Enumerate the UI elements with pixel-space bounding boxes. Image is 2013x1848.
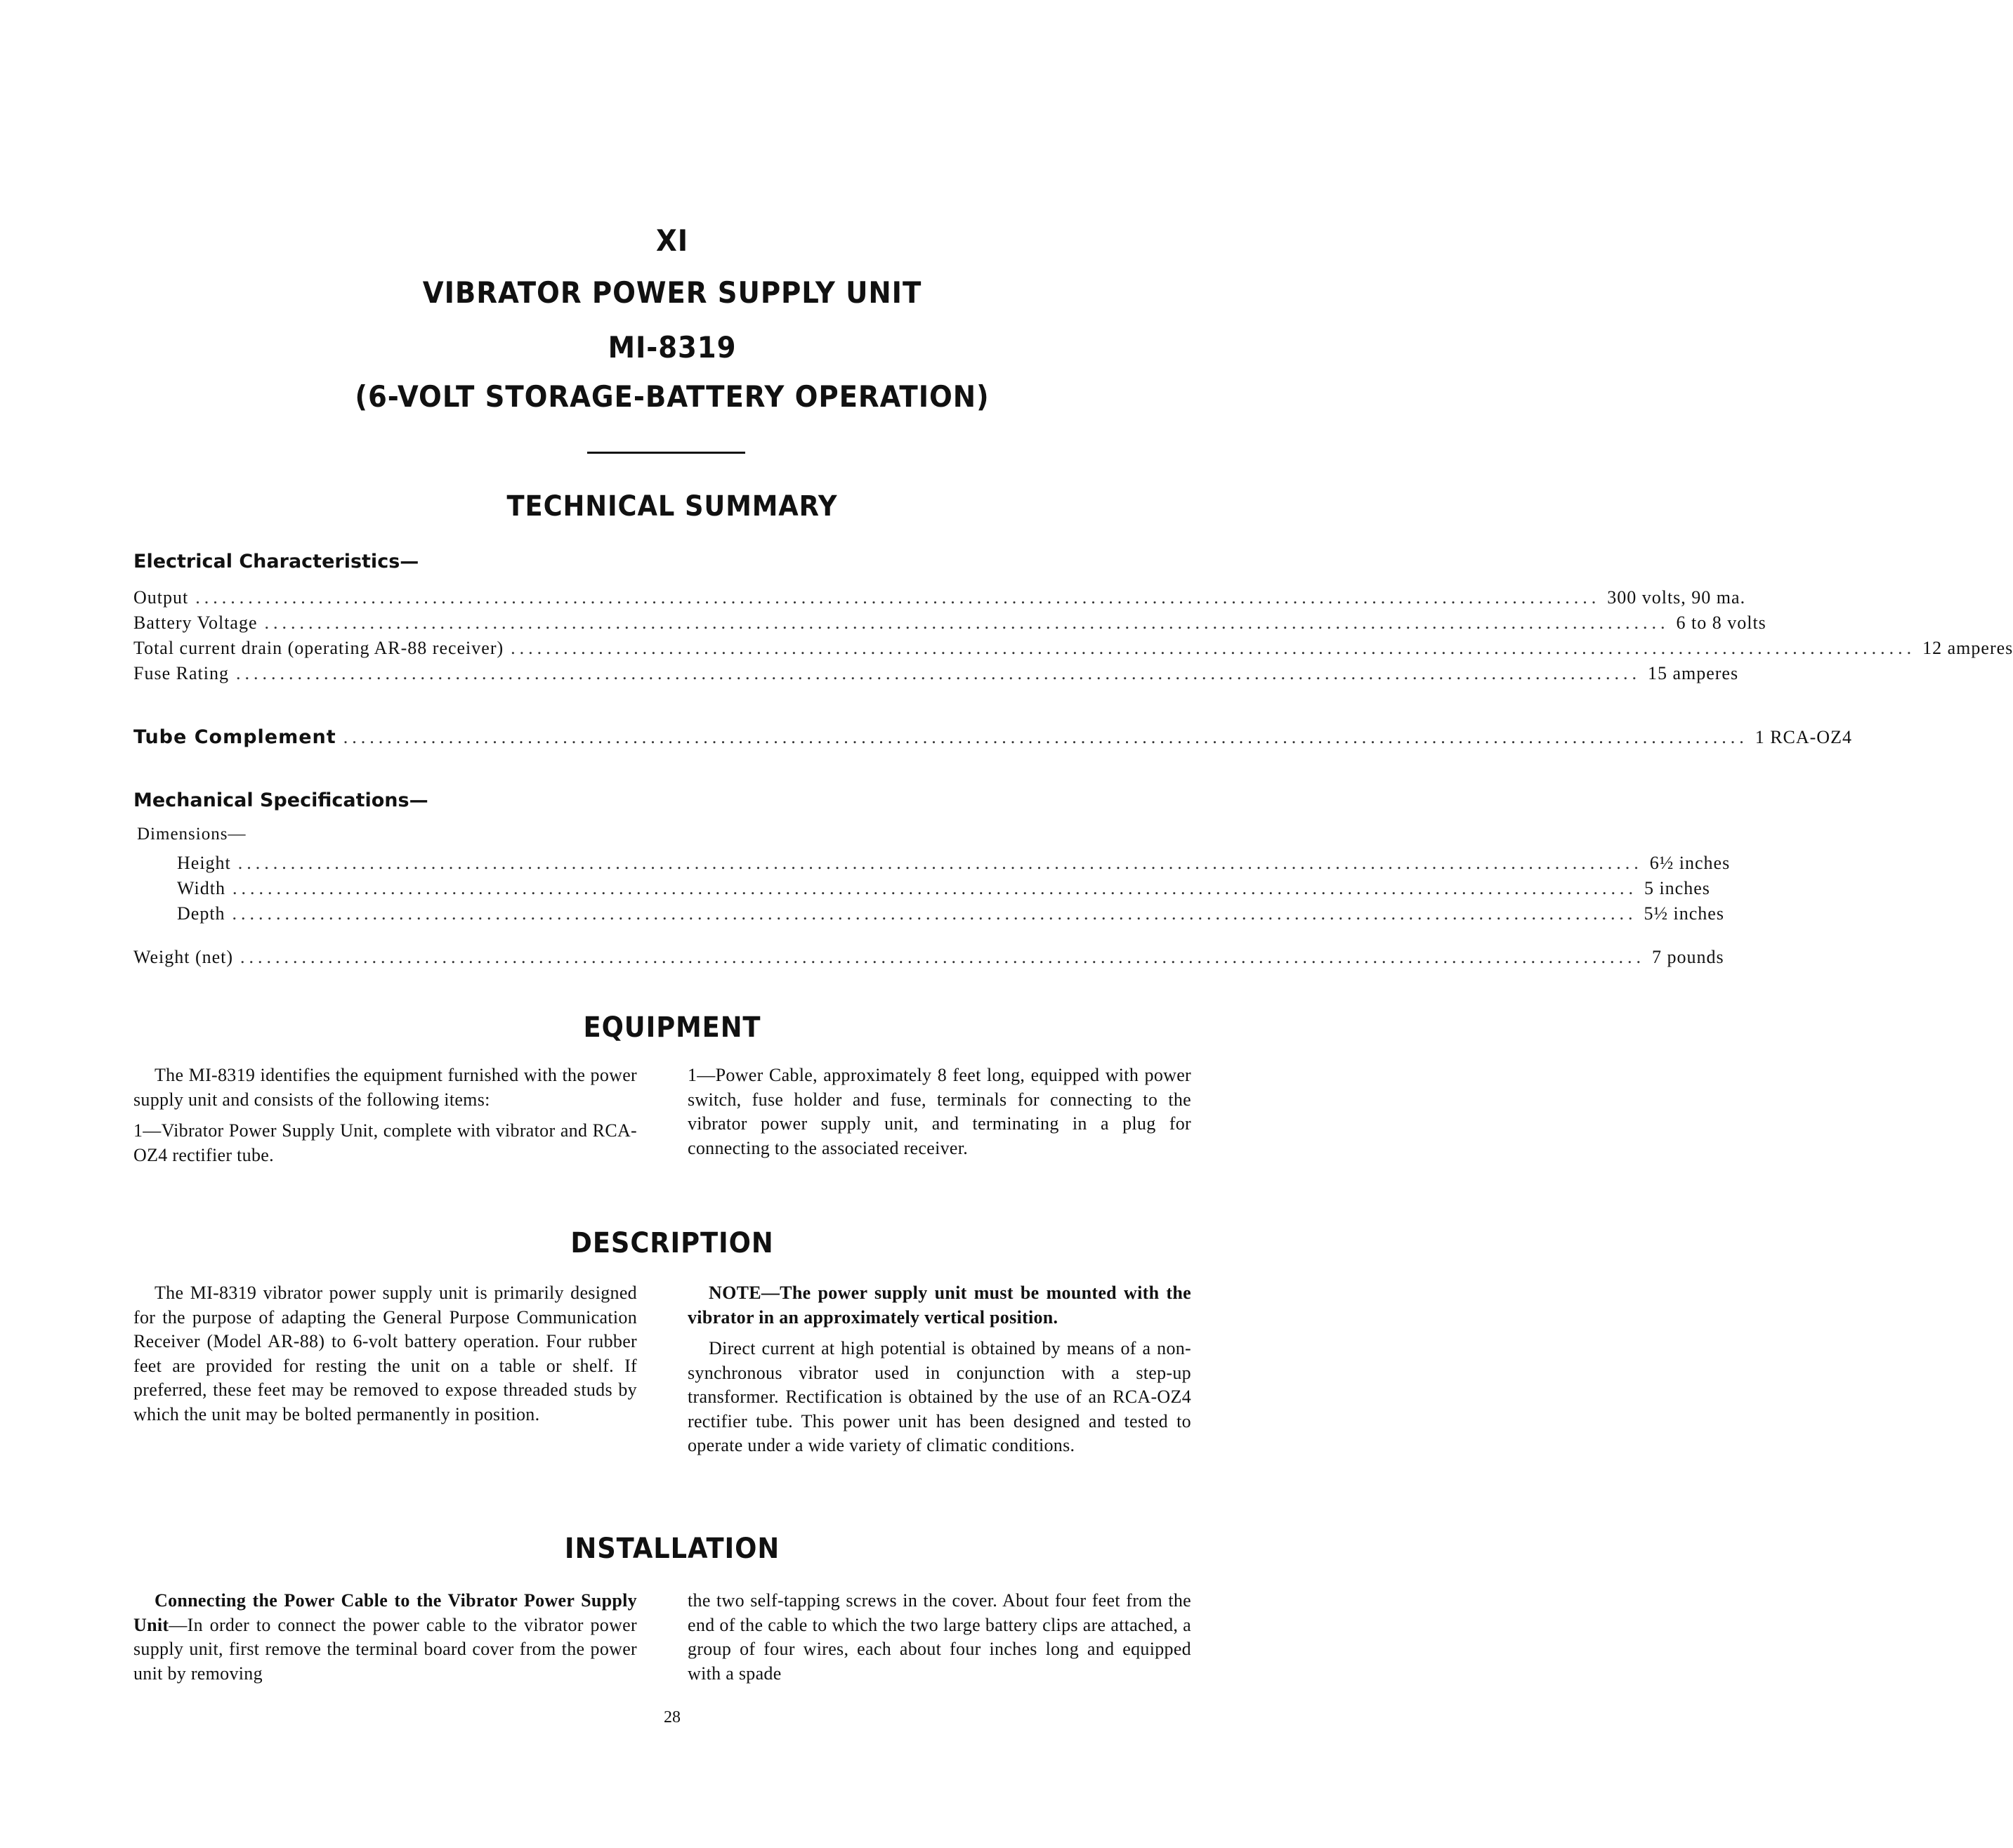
description-heading: DESCRIPTION <box>570 1227 774 1259</box>
dot-leader: ................................................................................................................................................................ <box>237 853 1643 873</box>
weight-row <box>133 947 1724 972</box>
dot-leader: ................................................................................................................................................................ <box>232 903 1637 924</box>
page-number: 28 <box>664 1708 681 1726</box>
dot-leader: ................................................................................................................................................................ <box>343 727 1748 747</box>
equipment-heading: EQUIPMENT <box>583 1011 761 1044</box>
spec-value: 15 amperes <box>1647 663 1739 683</box>
dot-leader: ................................................................................................................................................................ <box>264 612 1670 633</box>
spec-row <box>177 878 1710 903</box>
installation-paragraph: —In order to connect the power cable to the vibrator power supply unit, first remove the terminal board cover from the power unit by removing <box>133 1614 637 1684</box>
page-title: VIBRATOR POWER SUPPLY UNIT <box>422 275 922 310</box>
tube-value: 1 RCA-OZ4 <box>1755 727 1852 747</box>
chapter-number: XI <box>655 223 688 258</box>
note-paragraph: NOTE—The power supply unit must be mounted with the vibrator in an approximately vertical position. <box>688 1283 1191 1328</box>
dimensions-label: Dimensions— <box>137 825 247 844</box>
spec-label: Total current drain (operating AR-88 receiver) <box>133 638 504 658</box>
spec-label: Output <box>133 587 189 608</box>
installation-right-column <box>688 1589 1191 1693</box>
equipment-intro: The MI-8319 identifies the equipment furnished with the power supply unit and consists of the following items: <box>133 1065 637 1110</box>
dot-leader: ................................................................................................................................................................ <box>235 663 1641 683</box>
spec-label: Width <box>177 878 225 898</box>
spec-value: 6½ inches <box>1649 853 1731 873</box>
spec-row <box>133 663 1739 688</box>
spec-value: 5½ inches <box>1644 903 1724 924</box>
description-paragraph: The MI-8319 vibrator power supply unit is primarily designed for the purpose of adapting the General Purpose Communication Receiver (Model AR-88) to 6-volt battery operation. Four rubber feet are provided for resting the unit on a table or shelf. If preferred, these feet may be removed to expose threaded studs by which the unit may be bolted permanently in position. <box>133 1283 637 1424</box>
tube-complement-row <box>133 726 1852 752</box>
dot-leader: ................................................................................................................................................................ <box>240 947 1646 967</box>
spec-value: 12 amperes <box>1922 638 2013 658</box>
electrical-heading: Electrical Characteristics— <box>133 551 419 572</box>
equipment-item: 1—Power Cable, approximately 8 feet long, equipped with power switch, fuse holder and fuse, terminals for connecting to the vibrator power supply unit, and terminating in a plug for connecting to the associated receiver. <box>688 1065 1191 1158</box>
equipment-item: 1—Vibrator Power Supply Unit, complete with vibrator and RCA-OZ4 rectifier tube. <box>133 1120 637 1165</box>
weight-value: 7 pounds <box>1652 947 1724 967</box>
mechanical-heading: Mechanical Specifications— <box>133 789 428 811</box>
model-number: MI-8319 <box>608 330 737 365</box>
description-left-column <box>133 1281 637 1434</box>
installation-left-column <box>133 1589 637 1693</box>
subtitle: (6-VOLT STORAGE-BATTERY OPERATION) <box>355 379 990 414</box>
spec-row <box>133 587 1746 612</box>
spec-value: 300 volts, 90 ma. <box>1607 587 1746 608</box>
installation-paragraph: the two self-tapping screws in the cover. About four feet from the end of the cable to which the two large battery clips are attached, a group of four wires, each about four inches long and equipped with a spade <box>688 1590 1191 1684</box>
spec-label: Battery Voltage <box>133 612 258 633</box>
electrical-table <box>133 587 2013 688</box>
equipment-left-column <box>133 1063 637 1174</box>
tube-label: Tube Complement <box>133 726 336 748</box>
weight-label: Weight (net) <box>133 947 234 967</box>
dot-leader: ................................................................................................................................................................ <box>232 878 1637 898</box>
description-right-column <box>688 1281 1191 1465</box>
spec-label: Height <box>177 853 231 873</box>
spec-value: 5 inches <box>1644 878 1710 898</box>
description-paragraph: Direct current at high potential is obtained by means of a non-synchronous vibrator used in conjunction with a step-up transformer. Rectification is obtained by the use of an RCA-OZ4 rectifier tube. This power unit has been designed and tested to operate under a wide variety of climatic conditions. <box>688 1338 1191 1455</box>
technical-summary-heading: TECHNICAL SUMMARY <box>506 490 838 523</box>
spec-value: 6 to 8 volts <box>1676 612 1766 633</box>
dimensions-table <box>177 853 1731 929</box>
spec-row <box>177 903 1724 929</box>
spec-row <box>133 612 1766 638</box>
equipment-right-column <box>688 1063 1191 1167</box>
dot-leader: ................................................................................................................................................................ <box>195 587 1601 608</box>
spec-label: Depth <box>177 903 225 924</box>
divider <box>587 452 745 454</box>
spec-row <box>133 638 2013 663</box>
installation-heading: INSTALLATION <box>564 1533 780 1565</box>
spec-label: Fuse Rating <box>133 663 229 683</box>
dot-leader: ................................................................................................................................................................ <box>511 638 1916 658</box>
spec-row <box>177 853 1731 878</box>
run-in-heading: Connecting the Power Cable to the Vibrator Power Supply Unit <box>133 1590 637 1635</box>
